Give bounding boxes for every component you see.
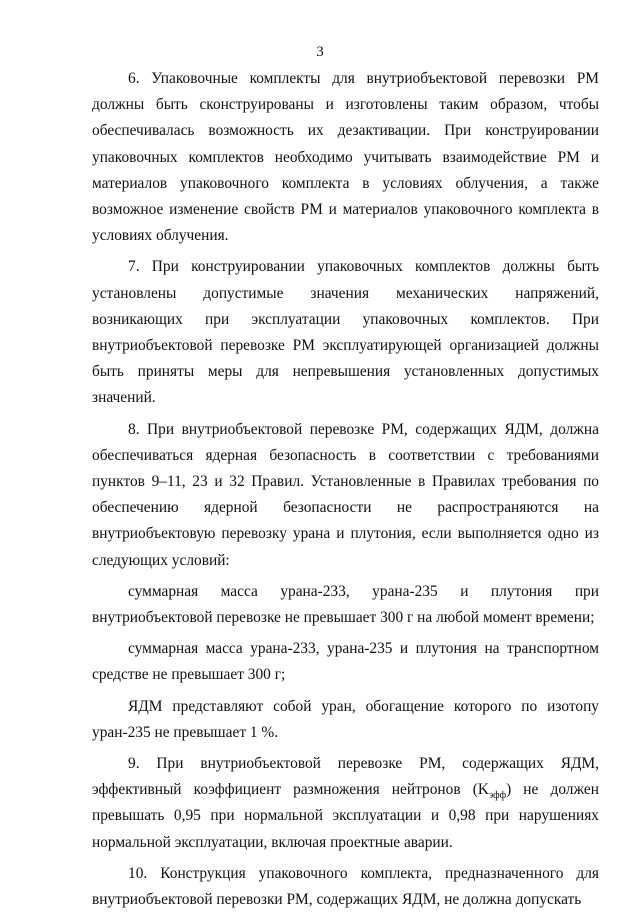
document-body [92,66,599,913]
paragraph-6: 6. Упаковочные комплекты для внутриобъектовой перевозки РМ должны быть сконструированы и изготовлены таким образом, чтобы обеспечивалась возможность их дезактивации. При конструировании упаковочных комплектов необходимо учитывать взаимодействие РМ и материалов упаковочного комплекта в условиях облучения, а также возможное изменение свойств РМ и материалов упаковочного комплекта в условиях облучения. [92,70,599,245]
paragraph-8: 8. При внутриобъектовой перевозке РМ, содержащих ЯДМ, должна обеспечиваться ядерная безопасность в соответствии с требованиями пунктов 9–11, 23 и 32 Правил. Установленные в Правилах требования по обеспечению ядерной безопасности не распространяются на внутриобъектовую перевозку урана и плутония, если выполняется одно из следующих условий: [92,420,599,569]
paragraph-9-start: 9. При внутриобъектовой перевозке РМ, содержащих ЯДМ, эффективный коэффициент размножения нейтронов (K [92,755,599,799]
paragraph-9-end: ) не должен превышать 0,95 при нормальной эксплуатации и 0,98 при нарушениях нормальной эксплуатации, включая проектные аварии. [92,781,599,851]
condition-2: суммарная масса урана-233, урана-235 и плутония на транспортном средстве не превышает 300 г; [92,640,599,684]
paragraph-10: 10. Конструкция упаковочного комплекта, предназначенного для внутриобъектовой перевозки РМ, содержащих ЯДМ, не должна допускать [92,864,599,909]
paragraph-9 [92,751,599,856]
page-number: 3 [316,44,324,60]
condition-1: суммарная масса урана-233, урана-235 и плутония при внутриобъектовой перевозке не превышает 300 г на любой момент времени; [92,582,599,627]
condition-3: ЯДМ представляют собой уран, обогащение которого по изотопу уран-235 не превышает 1 %. [92,697,599,741]
k-eff-subscript: эфф [488,790,507,802]
paragraph-7: 7. При конструировании упаковочных комплектов должны быть установлены допустимые значения механических напряжений, возникающих при эксплуатации упаковочных комплектов. При внутриобъектовой перевозке РМ эксплуатирующей организацией должны быть приняты меры для непревышения установленных допустимых значений. [92,258,599,407]
